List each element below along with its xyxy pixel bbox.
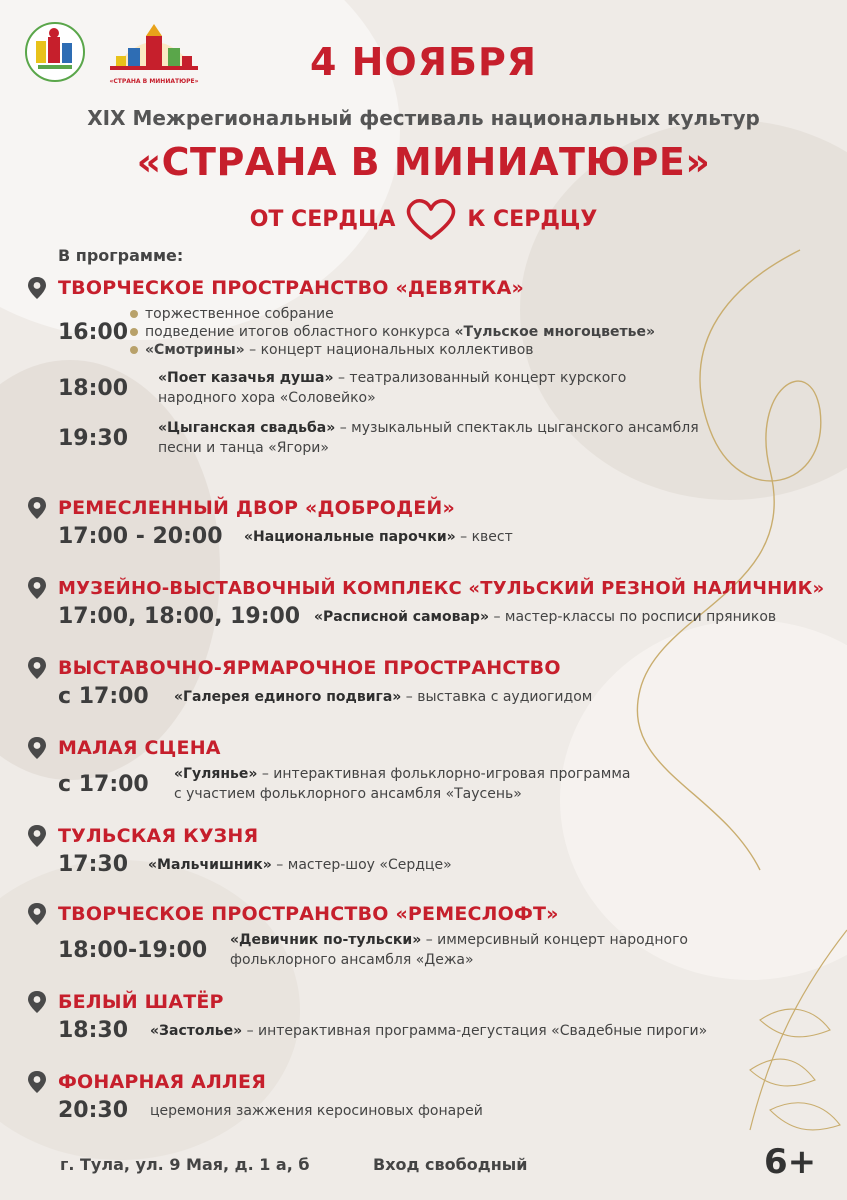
event-description: «Гулянье» – интерактивная фольклорно-игровая программа с участием фольклорного ансамбля «Таусень» xyxy=(174,766,631,802)
venue-name: БЕЛЫЙ ШАТЁР xyxy=(58,991,224,1013)
venue-devyatka xyxy=(26,276,836,458)
location-pin-icon xyxy=(26,1070,48,1094)
venue-malaya-scena xyxy=(26,736,836,804)
event-date: 4 НОЯБРЯ xyxy=(309,40,538,84)
event-description: «Застолье» – интерактивная программа-дегустация «Свадебные пироги» xyxy=(150,1022,708,1039)
event-time: 19:30 xyxy=(58,425,129,451)
event-row xyxy=(58,684,836,709)
event-description: «Поет казачья душа» – театрализованный концерт курского народного хора «Соловейко» xyxy=(158,370,627,406)
event-description: «Расписной самовар» – мастер-классы по росписи пряников xyxy=(314,608,777,625)
venue-name: МУЗЕЙНО-ВЫСТАВОЧНЫЙ КОМПЛЕКС «ТУЛЬСКИЙ РЕЗНОЙ НАЛИЧНИК» xyxy=(58,577,825,599)
event-row xyxy=(58,418,836,458)
motto-right: К СЕРДЦУ xyxy=(467,206,598,232)
bullet-item: торжественное собрание xyxy=(130,306,655,322)
event-time: с 17:00 xyxy=(58,771,149,797)
venue-kuznya xyxy=(26,824,836,877)
event-description: церемония зажжения керосиновых фонарей xyxy=(150,1102,483,1119)
venue-name: ТВОРЧЕСКОЕ ПРОСТРАНСТВО «РЕМЕСЛОФТ» xyxy=(58,903,559,925)
venue-reznoy-nalichnik xyxy=(26,576,836,629)
event-row xyxy=(58,764,836,804)
venue-yarmarka xyxy=(26,656,836,709)
bullet-dot xyxy=(130,328,138,336)
event-time: 16:00 xyxy=(58,319,129,345)
venue-name: ВЫСТАВОЧНО-ЯРМАРОЧНОЕ ПРОСТРАНСТВО xyxy=(58,657,561,679)
event-row xyxy=(58,930,836,970)
venue-beliy-shater xyxy=(26,990,836,1043)
location-pin-icon xyxy=(26,496,48,520)
event-row xyxy=(58,524,836,549)
venue-name: ФОНАРНАЯ АЛЛЕЯ xyxy=(58,1071,267,1093)
event-row xyxy=(58,368,836,408)
motto-left: ОТ СЕРДЦА xyxy=(249,206,396,232)
event-time: 17:00, 18:00, 19:00 xyxy=(58,604,301,629)
event-description: «Девичник по-тульски» – иммерсивный концерт народного фольклорного ансамбля «Дежа» xyxy=(230,932,688,968)
bullet-item: подведение итогов областного конкурса «Тульское многоцветье» xyxy=(130,324,655,340)
event-row xyxy=(58,1018,836,1043)
program-label: В программе: xyxy=(58,246,184,265)
event-row xyxy=(58,604,836,629)
event-row xyxy=(58,852,836,877)
festival-title: «СТРАНА В МИНИАТЮРЕ» xyxy=(136,140,711,184)
venue-name: ТВОРЧЕСКОЕ ПРОСТРАНСТВО «ДЕВЯТКА» xyxy=(58,277,524,299)
location-pin-icon xyxy=(26,824,48,848)
event-time: с 17:00 xyxy=(58,684,149,709)
location-pin-icon xyxy=(26,276,48,300)
bullet-item: «Смотрины» – концерт национальных коллективов xyxy=(130,342,655,358)
event-time: 18:30 xyxy=(58,1018,129,1043)
footer-address: г. Тула, ул. 9 Мая, д. 1 а, б xyxy=(60,1155,310,1174)
event-time: 17:00 - 20:00 xyxy=(58,524,223,549)
venue-dobrodey xyxy=(26,496,836,549)
heart-icon xyxy=(403,196,459,242)
venue-name: МАЛАЯ СЦЕНА xyxy=(58,737,221,759)
venue-name: ТУЛЬСКАЯ КУЗНЯ xyxy=(58,825,259,847)
bullet-dot xyxy=(130,346,138,354)
event-description: «Мальчишник» – мастер-шоу «Сердце» xyxy=(148,856,452,873)
age-rating: 6+ xyxy=(764,1142,817,1182)
bullet-dot xyxy=(130,310,138,318)
event-description: «Национальные парочки» – квест xyxy=(244,528,513,545)
event-row xyxy=(58,306,836,358)
logo-caption: «СТРАНА В МИНИАТЮРЕ» xyxy=(109,78,199,85)
footer-entry: Вход свободный xyxy=(373,1155,528,1174)
location-pin-icon xyxy=(26,576,48,600)
event-time: 18:00 xyxy=(58,375,129,401)
location-pin-icon xyxy=(26,990,48,1014)
event-time: 17:30 xyxy=(58,852,129,877)
event-bullets xyxy=(130,306,655,358)
event-row xyxy=(58,1098,836,1123)
location-pin-icon xyxy=(26,656,48,680)
event-description: «Галерея единого подвига» – выставка с аудиогидом xyxy=(174,688,593,705)
location-pin-icon xyxy=(26,902,48,926)
festival-subtitle: XIX Межрегиональный фестиваль национальных культур xyxy=(87,106,760,130)
motto xyxy=(0,196,847,242)
location-pin-icon xyxy=(26,736,48,760)
venue-remesloft xyxy=(26,902,836,970)
event-time: 20:30 xyxy=(58,1098,129,1123)
venue-name: РЕМЕСЛЕННЫЙ ДВОР «ДОБРОДЕЙ» xyxy=(58,497,455,519)
event-description: «Цыганская свадьба» – музыкальный спектакль цыганского ансамбля песни и танца «Ягори» xyxy=(158,420,699,456)
event-time: 18:00-19:00 xyxy=(58,937,208,963)
venue-fonarnaya-alleya xyxy=(26,1070,836,1123)
